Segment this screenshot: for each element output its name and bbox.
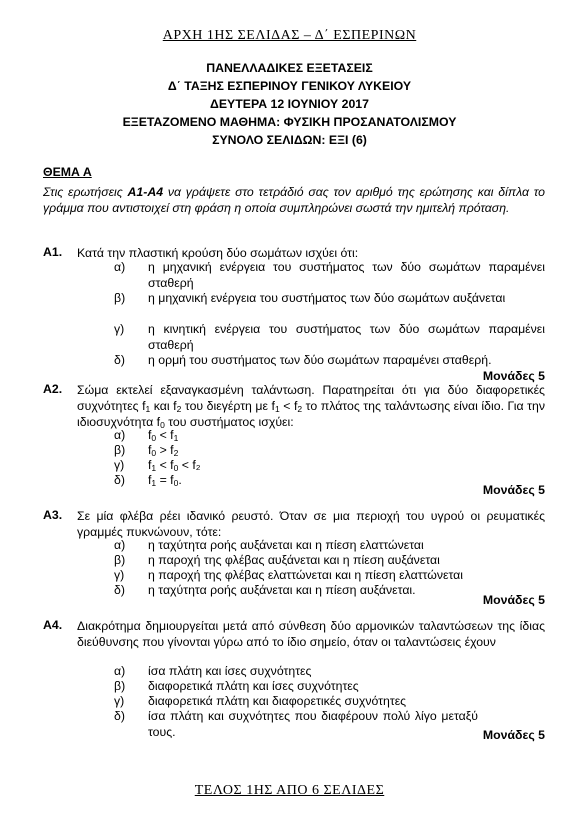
option-text: η μηχανική ενέργεια του συστήματος των δύο σωμάτων παραμένει σταθερή (148, 260, 545, 290)
option-text: η ταχύτητα ροής αυξάνεται και η πίεση αυξάνεται. (148, 583, 416, 597)
section-heading: ΘΕΜΑ Α (43, 165, 92, 179)
option-label: γ) (114, 322, 125, 336)
option-text: ίσα πλάτη και συχνότητες που διαφέρουν πολύ λίγο μεταξύ τους. (148, 709, 478, 739)
option-label: γ) (114, 694, 125, 708)
option-text: η παροχή της φλέβας ελαττώνεται και η πίεση ελαττώνεται (148, 568, 463, 582)
option-text: ίσα πλάτη και ίσες συχνότητες (148, 664, 312, 678)
question-number-a3: Α3. (43, 508, 63, 522)
option-text: η ορμή του συστήματος των δύο σωμάτων παραμένει σταθερή. (148, 353, 492, 367)
option-label: δ) (114, 583, 125, 597)
option-label: α) (114, 664, 126, 678)
exam-date: ΔΕΥΤΕΡΑ 12 ΙΟΥΝΙΟΥ 2017 (210, 97, 369, 111)
option-label: δ) (114, 353, 125, 367)
option-label: γ) (114, 568, 125, 582)
exam-class: Δ΄ ΤΑΞΗΣ ΕΣΠΕΡΙΝΟΥ ΓΕΝΙΚΟΥ ΛΥΚΕΙΟΥ (167, 79, 412, 93)
question-text-a3: Σε μία φλέβα ρέει ιδανικό ρευστό. Όταν σε μια περιοχή του υγρού οι ρευματικές γραμμές πυκνώνουν, τότε: (77, 509, 545, 539)
marks-a3: Μονάδες 5 (482, 593, 545, 607)
marks-a4: Μονάδες 5 (482, 728, 545, 742)
option-text: $f_0 > f_2$ (148, 443, 179, 458)
marks-a2: Μονάδες 5 (482, 483, 545, 497)
option-text: διαφορετικά πλάτη και ίσες συχνότητες (148, 679, 359, 693)
question-text-a1: Κατά την πλαστική κρούση δύο σωμάτων ισχύει ότι: (77, 246, 359, 260)
page-header-top: ΑΡΧΗ 1ΗΣ ΣΕΛΙΔΑΣ – Δ΄ ΕΣΠΕΡΙΝΩΝ (162, 28, 417, 43)
option-text: η μηχανική ενέργεια του συστήματος των δύο σωμάτων αυξάνεται (148, 291, 506, 305)
marks-a1: Μονάδες 5 (482, 369, 545, 383)
question-number-a1: Α1. (43, 245, 63, 259)
option-text: διαφορετικά πλάτη και διαφορετικές συχνότητες (148, 694, 407, 708)
option-label: β) (114, 679, 126, 693)
exam-page-count: ΣΥΝΟΛΟ ΣΕΛΙΔΩΝ: ΕΞΙ (6) (212, 133, 367, 147)
option-text: η κινητική ενέργεια του συστήματος των δύο σωμάτων παραμένει σταθερή (148, 322, 545, 352)
option-label: β) (114, 553, 126, 567)
option-label: β) (114, 443, 126, 457)
section-intro: Στις ερωτήσεις Α1-Α4 να γράψετε στο τετράδιό σας τον αριθμό της ερώτησης και δίπλα το γράμμα που αντιστοιχεί στη φράση η οποία συμπληρώνει σωστά την ημιτελή πρόταση. (43, 185, 546, 215)
option-text: $f_1 = f_0$. (148, 473, 182, 488)
option-label: δ) (114, 473, 125, 487)
question-text-a2: Σώμα εκτελεί εξαναγκασμένη ταλάντωση. Παρατηρείται ότι για δύο διαφορετικές συχνότητες $f_1$ και $f_2$ του διεγέρτη με $f_1 < f_2$ το πλάτος της ταλάντωσης είναι ίδιο. Για την ιδιοσυχνότητα $f_0$ του συστήματος ισχύει: (77, 383, 546, 430)
option-label: β) (114, 291, 126, 305)
option-text: η παροχή της φλέβας αυξάνεται και η πίεση αυξάνεται (148, 553, 440, 567)
option-label: α) (114, 538, 126, 552)
option-label: γ) (114, 458, 125, 472)
question-number-a4: Α4. (43, 618, 63, 632)
question-number-a2: Α2. (43, 382, 63, 396)
option-text: $f_0 < f_1$ (148, 428, 179, 443)
option-text: η ταχύτητα ροής αυξάνεται και η πίεση ελαττώνεται (148, 538, 424, 552)
page-footer: ΤΕΛΟΣ 1ΗΣ ΑΠΟ 6 ΣΕΛΙΔΕΣ (194, 783, 385, 798)
option-label: δ) (114, 709, 125, 723)
option-label: α) (114, 260, 126, 274)
exam-subject: ΕΞΕΤΑΖΟΜΕΝΟ ΜΑΘΗΜΑ: ΦΥΣΙΚΗ ΠΡΟΣΑΝΑΤΟΛΙΣΜΟΥ (122, 115, 457, 129)
option-text: $f_1 < f_0 < f_2$ (148, 458, 201, 473)
exam-title: ΠΑΝΕΛΛΑΔΙΚΕΣ ΕΞΕΤΑΣΕΙΣ (206, 61, 373, 75)
option-label: α) (114, 428, 126, 442)
question-text-a4: Διακρότημα δημιουργείται μετά από σύνθεση δύο αρμονικών ταλαντώσεων της ίδιας διεύθυνσης που γίνονται γύρω από το ίδιο σημείο, όταν οι ταλαντώσεις έχουν (77, 619, 545, 649)
